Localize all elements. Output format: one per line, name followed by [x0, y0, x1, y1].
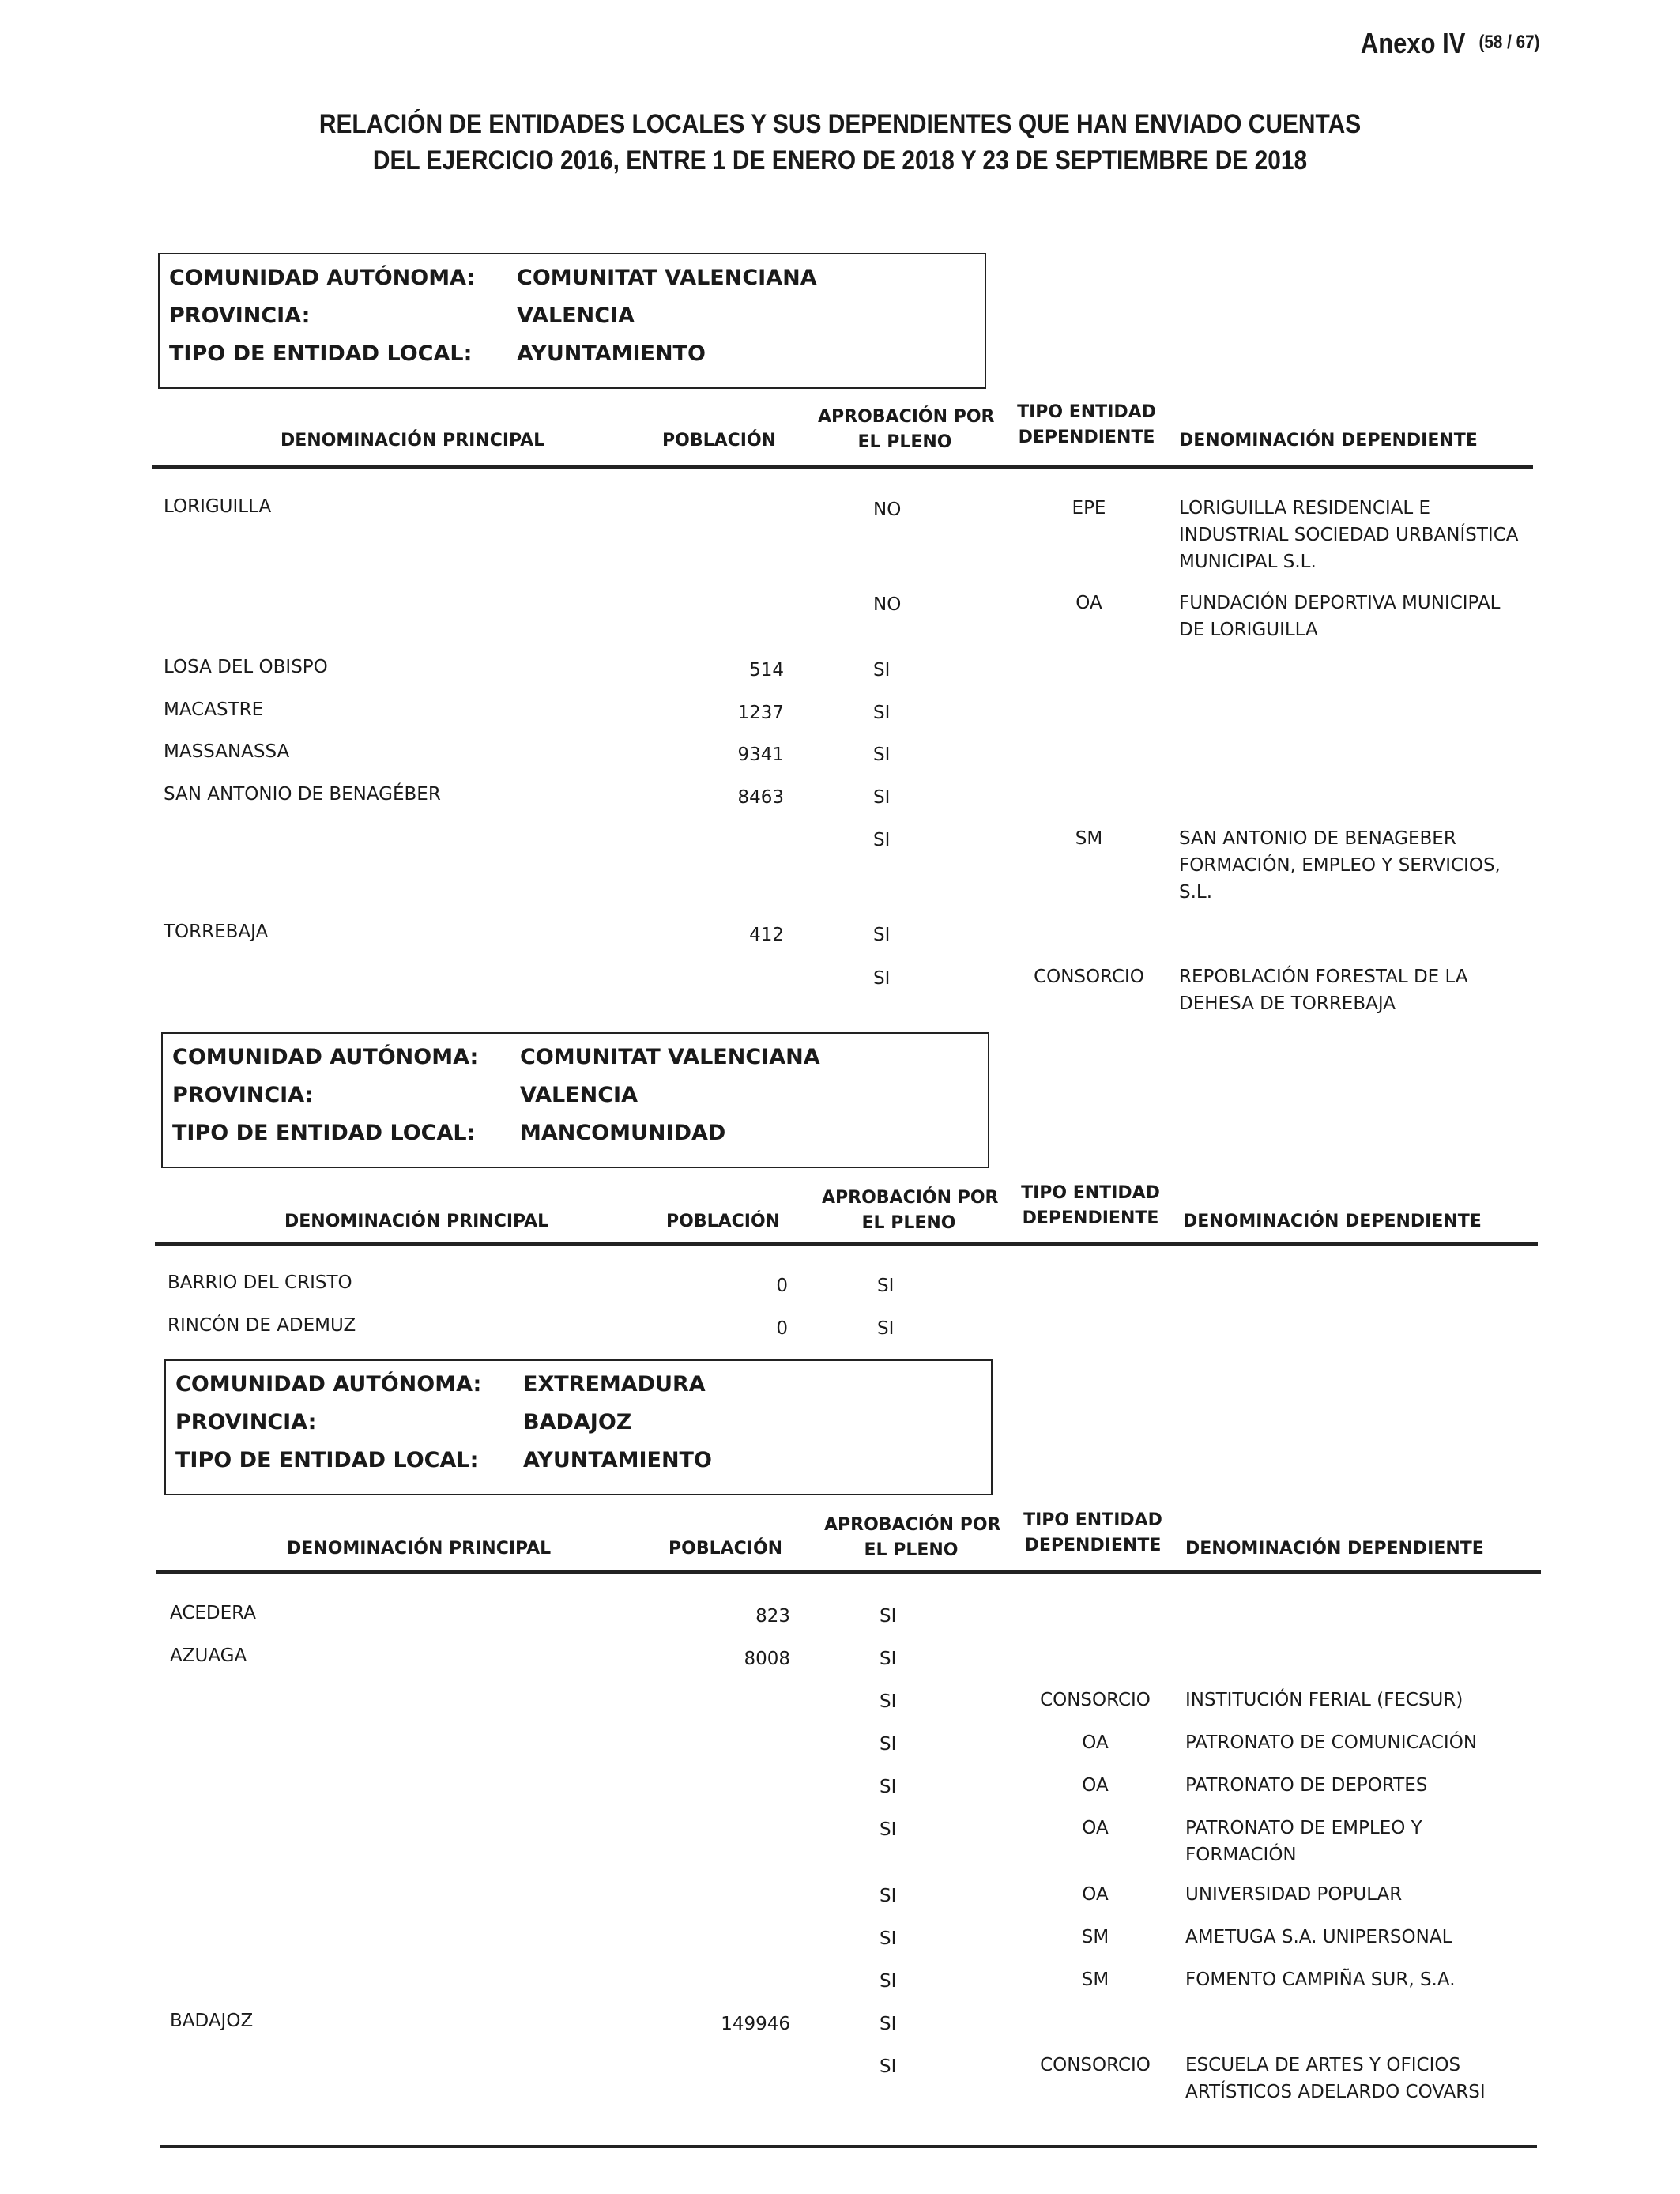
tipo-value: AYUNTAMIENTO: [517, 341, 706, 366]
approval-value: SI: [880, 1691, 897, 1712]
entity-name: LORIGUILLA: [164, 496, 272, 517]
approval-value: SI: [877, 1276, 895, 1296]
entity-name: ACEDERA: [170, 1603, 256, 1623]
population-value: 823: [755, 1606, 790, 1627]
dependent-type-value: CONSORCIO: [1040, 1690, 1151, 1710]
header-divider: [155, 1242, 1538, 1246]
approval-value: NO: [873, 594, 902, 615]
header-aprobacion: [818, 405, 995, 455]
dependent-type-value: SM: [1081, 1927, 1109, 1947]
dependent-name-value: AMETUGA S.A. UNIPERSONAL: [1185, 1927, 1452, 1947]
approval-value: SI: [873, 968, 891, 989]
population-value: 8463: [737, 787, 784, 808]
approval-value: SI: [877, 1318, 895, 1339]
dependent-type-value: SM: [1075, 828, 1103, 849]
approval-value: SI: [880, 2056, 897, 2077]
header-tipo-line2: DEPENDIENTE: [1022, 1208, 1159, 1228]
population-value: 0: [776, 1276, 788, 1296]
approval-value: SI: [880, 1649, 897, 1669]
header-denominacion-dependiente: DENOMINACIÓN DEPENDIENTE: [1183, 1212, 1482, 1231]
header-tipo-line1: TIPO ENTIDAD: [1021, 1183, 1160, 1203]
entity-name: MACASTRE: [164, 699, 264, 720]
provincia-label: PROVINCIA:: [172, 1083, 314, 1107]
annex-title: Anexo IV: [1360, 27, 1465, 59]
dependent-name-value: PATRONATO DE EMPLEO Y FORMACIÓN: [1185, 1818, 1422, 1865]
header-divider: [156, 1570, 1541, 1574]
dependent-type-value: CONSORCIO: [1040, 2055, 1151, 2075]
dependent-name-value: FOMENTO CAMPIÑA SUR, S.A.: [1185, 1970, 1456, 1990]
comunidad-label: COMUNIDAD AUTÓNOMA:: [172, 1045, 479, 1069]
header-aprobacion: [824, 1513, 1001, 1563]
tipo-value: MANCOMUNIDAD: [520, 1121, 726, 1145]
dependent-type-value: OA: [1082, 1884, 1109, 1905]
header-aprobacion-line2: EL PLENO: [864, 1540, 959, 1560]
header-tipo-line1: TIPO ENTIDAD: [1023, 1510, 1162, 1530]
approval-value: NO: [873, 499, 902, 520]
dependent-type-value: CONSORCIO: [1034, 967, 1144, 987]
header-denominacion-principal: DENOMINACIÓN PRINCIPAL: [287, 1539, 552, 1559]
header-aprobacion-line2: EL PLENO: [857, 432, 952, 452]
approval-value: SI: [873, 703, 891, 723]
dependent-name-value: ESCUELA DE ARTES Y OFICIOS ARTÍSTICOS ADELARDO COVARSI: [1185, 2055, 1486, 2102]
header-divider: [152, 465, 1533, 469]
dependent-name-value: FUNDACIÓN DEPORTIVA MUNICIPAL DE LORIGUILLA: [1179, 593, 1501, 640]
population-value: 0: [776, 1318, 788, 1339]
population-value: 514: [749, 660, 784, 680]
approval-value: SI: [880, 1971, 897, 1992]
dependent-name-value: SAN ANTONIO DE BENAGEBER FORMACIÓN, EMPLEO Y SERVICIOS, S.L.: [1179, 828, 1501, 903]
dependent-name-value: LORIGUILLA RESIDENCIAL E INDUSTRIAL SOCIEDAD URBANÍSTICA MUNICIPAL S.L.: [1179, 498, 1519, 572]
provincia-value: VALENCIA: [520, 1083, 638, 1107]
header-denominacion-dependiente: DENOMINACIÓN DEPENDIENTE: [1179, 431, 1478, 450]
tipo-label: TIPO DE ENTIDAD LOCAL:: [175, 1448, 479, 1472]
dependent-type-value: OA: [1082, 1732, 1109, 1753]
dependent-name-value: UNIVERSIDAD POPULAR: [1185, 1884, 1403, 1905]
header-tipo-line1: TIPO ENTIDAD: [1017, 402, 1156, 422]
approval-value: SI: [880, 1734, 897, 1755]
dependent-name-value: REPOBLACIÓN FORESTAL DE LA DEHESA DE TORREBAJA: [1179, 967, 1468, 1014]
provincia-label: PROVINCIA:: [175, 1410, 317, 1434]
entity-name: RINCÓN DE ADEMUZ: [168, 1315, 356, 1336]
comunidad-value: EXTREMADURA: [523, 1372, 706, 1397]
header-tipo-entidad: [1014, 1508, 1172, 1559]
population-value: 9341: [737, 745, 784, 765]
dependent-type-value: OA: [1082, 1818, 1109, 1838]
header-denominacion-dependiente: DENOMINACIÓN DEPENDIENTE: [1185, 1539, 1484, 1559]
approval-value: SI: [880, 1819, 897, 1840]
approval-value: SI: [880, 1886, 897, 1906]
dependent-type-value: EPE: [1072, 498, 1106, 518]
tipo-label: TIPO DE ENTIDAD LOCAL:: [169, 341, 473, 366]
header-aprobacion: [822, 1186, 999, 1236]
provincia-label: PROVINCIA:: [169, 303, 311, 328]
population-value: 412: [749, 925, 784, 945]
header-aprobacion-line1: APROBACIÓN POR: [818, 407, 995, 427]
population-value: 149946: [721, 2014, 790, 2034]
dependent-type-value: SM: [1081, 1970, 1109, 1990]
header-poblacion: POBLACIÓN: [666, 1212, 781, 1231]
header-poblacion: POBLACIÓN: [662, 431, 777, 450]
title-line-1: RELACIÓN DE ENTIDADES LOCALES Y SUS DEPENDIENTES QUE HAN ENVIADO CUENTAS: [318, 109, 1362, 139]
tipo-value: AYUNTAMIENTO: [523, 1448, 712, 1472]
approval-value: SI: [873, 660, 891, 680]
comunidad-value: COMUNITAT VALENCIANA: [517, 266, 817, 290]
dependent-name-value: INSTITUCIÓN FERIAL (FECSUR): [1185, 1690, 1463, 1710]
approval-value: SI: [873, 745, 891, 765]
header-aprobacion-line2: EL PLENO: [861, 1213, 956, 1233]
header-poblacion: POBLACIÓN: [669, 1539, 783, 1559]
provincia-value: VALENCIA: [517, 303, 635, 328]
population-value: 8008: [744, 1649, 790, 1669]
entity-name: BADAJOZ: [170, 2011, 254, 2031]
entity-info-box: [158, 253, 986, 389]
approval-value: SI: [880, 1777, 897, 1797]
header-aprobacion-line1: APROBACIÓN POR: [822, 1188, 999, 1208]
annex-label: [1360, 27, 1539, 60]
header-denominacion-principal: DENOMINACIÓN PRINCIPAL: [284, 1212, 549, 1231]
approval-value: SI: [873, 830, 891, 850]
title-line-2: DEL EJERCICIO 2016, ENTRE 1 DE ENERO DE 2018 Y 23 DE SEPTIEMBRE DE 2018: [372, 145, 1308, 175]
comunidad-label: COMUNIDAD AUTÓNOMA:: [175, 1372, 482, 1397]
entity-name: BARRIO DEL CRISTO: [168, 1272, 352, 1293]
approval-value: SI: [880, 1928, 897, 1949]
header-tipo-line2: DEPENDIENTE: [1024, 1536, 1162, 1555]
entity-name: LOSA DEL OBISPO: [164, 657, 328, 677]
header-tipo-line2: DEPENDIENTE: [1018, 428, 1155, 447]
tipo-label: TIPO DE ENTIDAD LOCAL:: [172, 1121, 476, 1145]
dependent-name-value: PATRONATO DE DEPORTES: [1185, 1775, 1428, 1796]
entity-name: MASSANASSA: [164, 741, 290, 762]
dependent-name-value: PATRONATO DE COMUNICACIÓN: [1185, 1732, 1478, 1753]
header-tipo-entidad: [1008, 400, 1166, 450]
header-tipo-entidad: [1011, 1181, 1170, 1231]
population-value: 1237: [737, 703, 784, 723]
dependent-type-value: OA: [1082, 1775, 1109, 1796]
header-aprobacion-line1: APROBACIÓN POR: [824, 1515, 1001, 1535]
approval-value: SI: [873, 925, 891, 945]
header-denominacion-principal: DENOMINACIÓN PRINCIPAL: [281, 431, 545, 450]
entity-name: AZUAGA: [170, 1646, 247, 1666]
approval-value: SI: [873, 787, 891, 808]
entity-name: SAN ANTONIO DE BENAGÉBER: [164, 784, 441, 805]
comunidad-label: COMUNIDAD AUTÓNOMA:: [169, 266, 476, 290]
page-number: (58 / 67): [1478, 32, 1539, 53]
entity-info-box: [161, 1032, 989, 1168]
entity-info-box: [164, 1359, 993, 1495]
approval-value: SI: [880, 1606, 897, 1627]
entity-name: TORREBAJA: [164, 922, 269, 942]
approval-value: SI: [880, 2014, 897, 2034]
provincia-value: BADAJOZ: [523, 1410, 632, 1434]
dependent-type-value: OA: [1075, 593, 1102, 613]
comunidad-value: COMUNITAT VALENCIANA: [520, 1045, 820, 1069]
document-title: [0, 106, 1680, 179]
bottom-divider: [160, 2145, 1537, 2148]
